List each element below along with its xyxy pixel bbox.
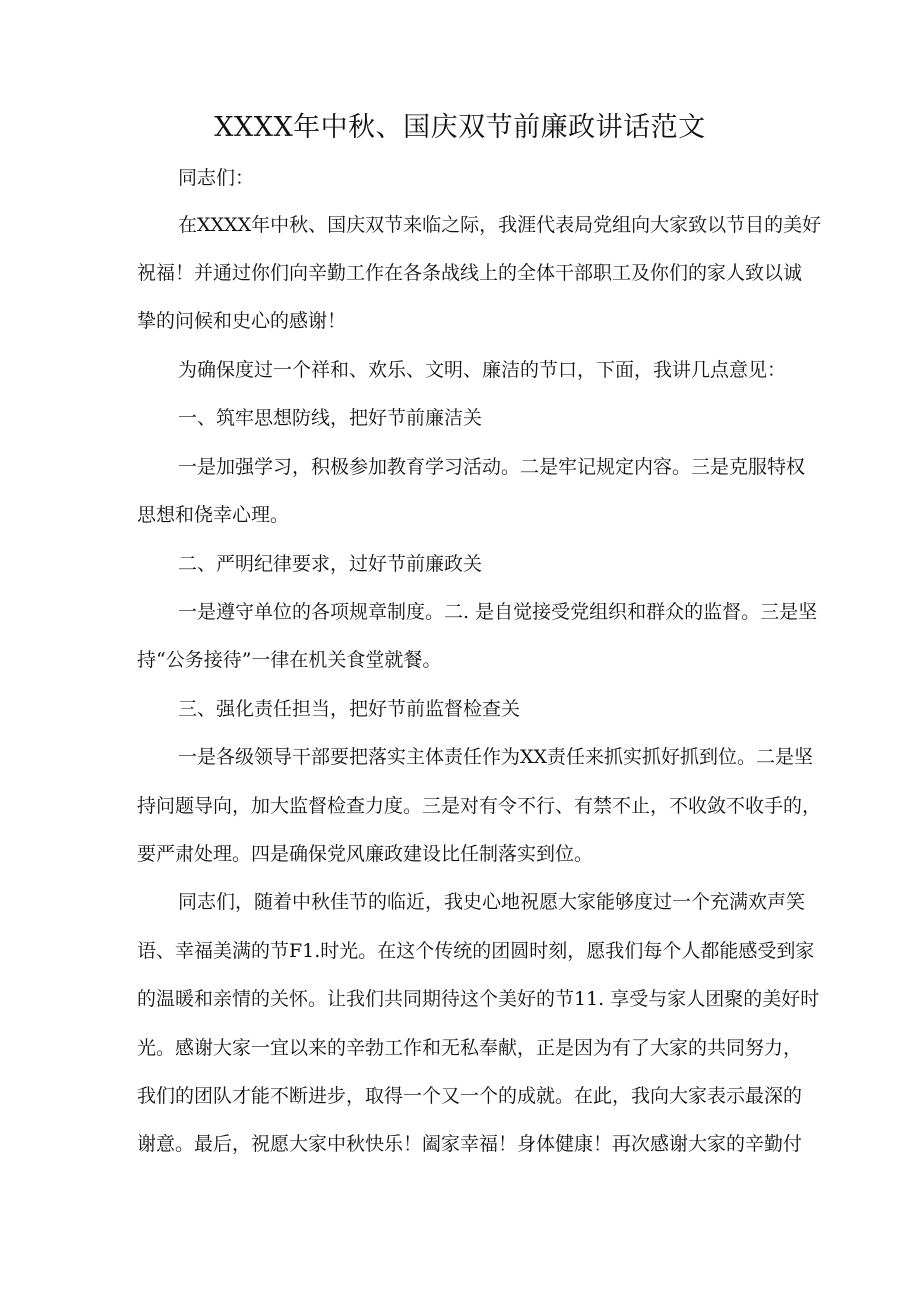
section-heading: 一、筑牢思想防线，把好节前廉洁关 [178,407,483,429]
paragraph-line: 思想和侥幸心理。 [137,504,290,526]
paragraph-line: 挚的问候和史心的感谢！ [137,310,347,332]
paragraph-line: 语、幸福美满的节F1.时光。在这个传统的团圆时刻，愿我们每个人都能感受到家 [137,940,815,962]
paragraph-line: 光。感谢大家一宜以来的辛勃工作和无私奉献，正是因为有了大家的共同努力， [137,1037,803,1059]
paragraph-line: 一是各级领导干部要把落实主体责任作为XX责任来抓实抓好抓到位。二是坚 [178,746,814,768]
paragraph-line: 一是遵守单位的各项规章制度。二. 是自觉接受党组织和群众的监督。三是坚 [178,601,818,623]
paragraph-line: 一是加强学习，积极参加教育学习活动。二是牢记规定内容。三是克服特权 [178,456,806,478]
section-heading: 三、强化责任担当，把好节前监督检查关 [178,698,521,720]
paragraph-line: 我们的团队才能不断进步，取得一个又一个的成就。在此，我向大家表示最深的 [137,1085,803,1107]
paragraph-line: 为确保度过一个祥和、欢乐、文明、廉洁的节口，下面，我讲几点意见： [178,359,787,381]
paragraph-line: 持“公务接待”一律在机关食堂就餐。 [137,649,442,671]
document-title: XXXX年中秋、国庆双节前廉政讲话范文 [214,112,706,143]
section-heading: 二、严明纪律要求，过好节前廉政关 [178,553,483,575]
paragraph-line: 持问题导向，加大监督检查力度。三是对有令不行、有禁不止，不收敛不收手的， [137,795,822,817]
paragraph-line: 在XXXX年中秋、国庆双节来临之际，我涯代表局党组向大家致以节目的美好 [178,214,822,236]
paragraph-line: 同志们，随着中秋佳节的临近，我史心地祝愿大家能够度过一个充满欢声笑 [178,891,806,913]
salutation: 同志们： [178,167,255,189]
paragraph-line: 的温暖和亲情的关怀。让我们共同期待这个美好的节11. 享受与家人团聚的美好时 [137,988,820,1010]
paragraph-line: 谢意。最后，祝愿大家中秋快乐！阖家幸福！身体健康！再次感谢大家的辛勤付 [137,1133,803,1155]
paragraph-line: 要严肃处理。四是确保党风廉政建设比任制落实到位。 [137,843,594,865]
paragraph-line: 祝福！并通过你们向辛勤工作在各条战线上的全体干部职工及你们的家人致以诚 [137,262,803,284]
